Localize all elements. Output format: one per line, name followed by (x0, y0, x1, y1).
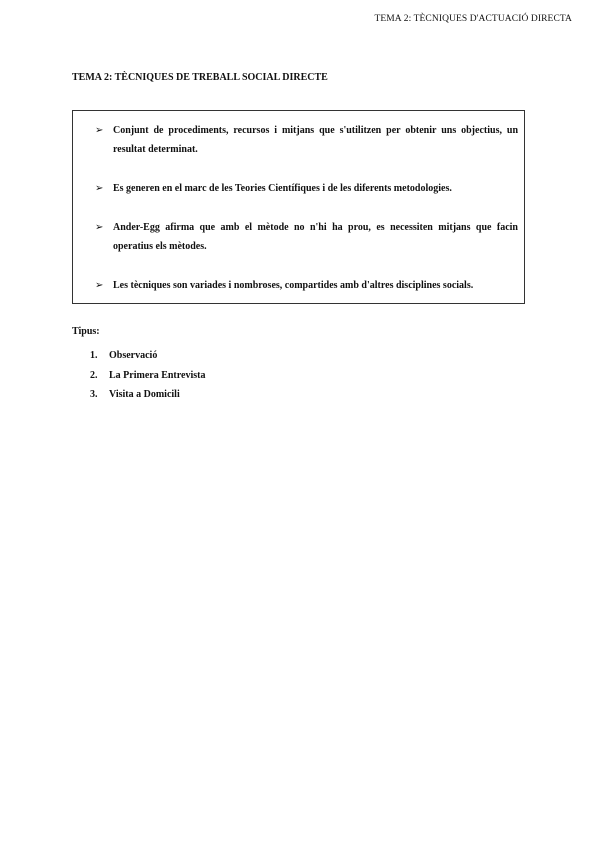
list-item-number: 3. (90, 389, 98, 400)
list-item-text: Observació (109, 350, 158, 361)
arrow-bullet-icon: ➢ (95, 125, 104, 136)
key-point-text: Conjunt de procediments, recursos i mitjans que s'utilitzen per obtenir uns objectius, un resultat determinat. (113, 125, 518, 155)
arrow-bullet-icon: ➢ (95, 222, 104, 233)
key-point (95, 179, 518, 198)
types-label: Tipus: (72, 326, 100, 337)
arrow-bullet-icon: ➢ (95, 183, 104, 194)
list-item-text: Visita a Domicili (109, 389, 180, 400)
key-points-box (72, 110, 525, 304)
list-item (90, 385, 205, 405)
list-item (90, 346, 205, 366)
list-item-number: 2. (90, 369, 98, 381)
section-title: TEMA 2: TÈCNIQUES DE TREBALL SOCIAL DIRECTE (72, 72, 328, 83)
types-list (90, 346, 205, 405)
arrow-bullet-icon: ➢ (95, 280, 104, 291)
key-point-text: Les tècniques son variades i nombroses, compartides amb d'altres disciplines socials. (113, 280, 474, 291)
running-header: TEMA 2: TÈCNIQUES D'ACTUACIÓ DIRECTA (374, 14, 572, 24)
list-item-number: 1. (90, 350, 98, 361)
key-point (95, 218, 518, 256)
list-item-text: La Primera Entrevista (109, 369, 206, 381)
key-point-text: Es generen en el marc de les Teories Científiques i de les diferents metodologies. (113, 183, 452, 194)
list-item (90, 366, 205, 386)
key-point-text: Ander-Egg afirma que amb el mètode no n'hi ha prou, es necessiten mitjans que facin operatius els mètodes. (113, 222, 518, 252)
key-point (95, 276, 518, 295)
key-point (95, 121, 518, 159)
